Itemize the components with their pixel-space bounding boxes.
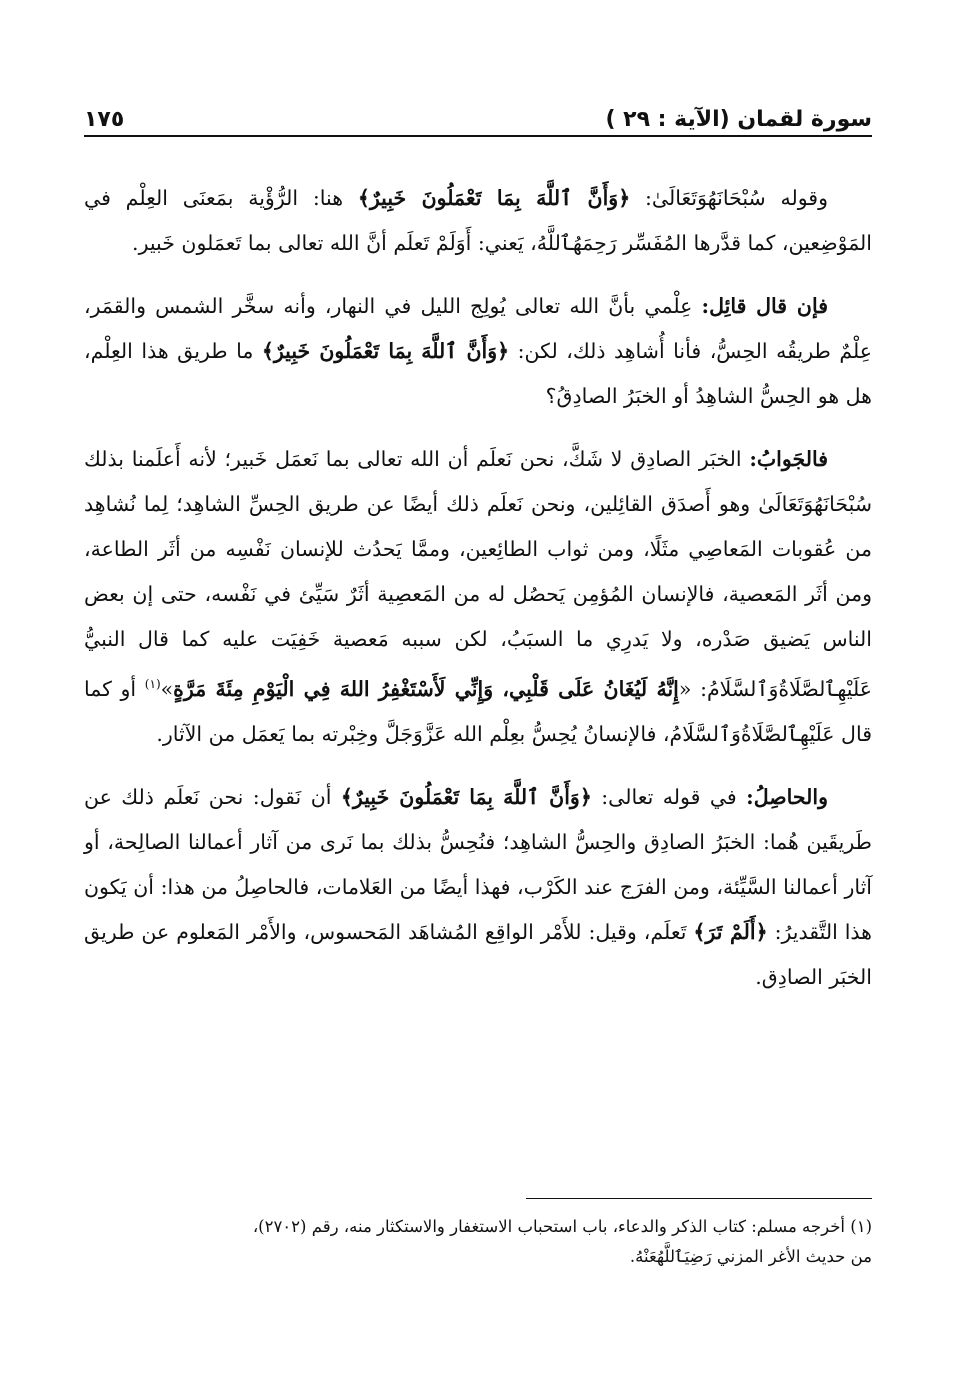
footnote-line: (١) أخرجه مسلم: كتاب الذكر والدعاء، باب استحباب الاستغفار والاستكثار منه، رقم (٢٧٠٢)، xyxy=(252,1217,872,1236)
paragraph-lead: فالجَوابُ: xyxy=(749,447,828,471)
text-segment: وقوله سُبْحَانَهُوَتَعَالَىٰ: xyxy=(630,186,828,210)
text-segment: تَعلَم، وقيل: للأَمْر الواقِع المُشاهَد المَحسوس، والأَمْر المَعلوم عن طريق الخبَر الصادِق. xyxy=(84,919,872,989)
text-segment: هنا: الرُّؤْية بمَعنَى العِلْم في المَوْضِعين، كما قدَّرها المُفَسِّر رَحِمَهُٱللَّهُ، يَعني: أَوَلَمْ تَعلَم أنَّ الله تعالى بما تَعمَلون خَبير. xyxy=(84,186,872,255)
paragraph xyxy=(84,176,872,266)
header-divider xyxy=(84,135,872,137)
quran-verse: ﴿وَأَنَّ ٱللَّهَ بِمَا تَعْمَلُونَ خَبِيرٌ﴾ xyxy=(357,186,631,210)
footnote-reference[interactable]: (١) xyxy=(144,677,161,691)
quran-verse: ﴿أَلَمْ تَرَ﴾ xyxy=(693,919,768,944)
text-segment: في قوله تعالى: xyxy=(591,784,747,809)
surah-title: سورة لقمان (الآية : ٢٩ ) xyxy=(605,107,872,132)
page-body xyxy=(84,176,872,1018)
quran-verse: ﴿وَأَنَّ ٱللَّهَ بِمَا تَعْمَلُونَ خَبِيرٌ﴾ xyxy=(261,339,510,363)
page-header xyxy=(84,92,872,132)
paragraph xyxy=(84,775,872,1000)
page-number: ١٧٥ xyxy=(84,107,125,132)
text-segment: أن نَقول: نحن نَعلَم ذلك عن طَريقَين هُما: الخبَرُ الصادِق والحِسُّ الشاهِد؛ فنُحِسُّ بذلك بما نَرى من آثار أعمالنا الصالِحة، أو آثار أعمالنا السَّيِّئة، ومن الفرَج عند الكَرْب، فهذا أيضًا من العَلامات، فالحاصِلُ من هذا: أن يَكون هذا التَّقديرُ: xyxy=(84,784,872,944)
footnote-divider xyxy=(526,1198,872,1199)
paragraph-lead: والحاصِلُ: xyxy=(746,784,828,809)
footnote xyxy=(84,1212,872,1272)
footnote-line: من حديث الأغر المزني رَضِيَٱللَّهُعَنْهُ. xyxy=(629,1247,872,1266)
quran-verse: ﴿وَأَنَّ ٱللَّهَ بِمَا تَعْمَلُونَ خَبِيرٌ﴾ xyxy=(340,784,592,809)
text-segment: » xyxy=(160,676,174,701)
text-segment: عِلْمي بأنَّ الله تعالى يُولِج الليل في النهار، وأنه سخَّر الشمس والقمَر، عِلْمٌ طريقُه الحِسُّ، فأنا أُشاهِد ذلك، لكن: xyxy=(84,294,872,363)
text-segment: ما طريق هذا العِلْم، هل هو الحِسُّ الشاهِدُ أو الخبَرُ الصادِقُ؟ xyxy=(84,339,872,408)
paragraph xyxy=(84,284,872,419)
hadith-quote: إِنَّهُ لَيُغَانُ عَلَى قَلْبِي، وَإِنِّي لَأَسْتَغْفِرُ اللهَ فِي الْيَوْمِ مِئَةَ مَرَّةٍ xyxy=(173,676,679,701)
text-segment: أو كما قال عَلَيْهِٱلصَّلَاةُوَٱلسَّلَامُ، فالإنسانُ يُحِسُّ بعِلْم الله عَزَّوَجَلَّ وخِبْرته بما يَعمَل من الآثار. xyxy=(84,676,872,746)
text-segment: الخبَر الصادِق لا شَكَّ، نحن نَعلَم أن الله تعالى بما نَعمَل خَبير؛ لأنه أَعلَمنا بذلك سُبْحَانَهُوَتَعَالَىٰ وهو أَصدَق القائِلين، ونحن نَعلَم ذلك أيضًا عن طريق الحِسِّ الشاهِد؛ لِما نُشاهِد من عُقوبات المَعاصِي مثَلًا، ومن ثواب الطائِعين، وممَّا يَحدُث للإنسان نَفْسِه من أثَر الطاعة، ومن أثَر المَعصية، فالإنسان المُؤمِن يَحصُل له من المَعصِية أثَرٌ سَيِّئ في نَفْسه، حتى إن بعض الناس يَضيق صَدْره، ولا يَدرِي ما السبَبُ، لكن سببه مَعصية خَفِيَت عليه كما قال النبيُّ عَلَيْهِٱلصَّلَاةُوَٱلسَّلَامُ: « xyxy=(84,447,873,701)
paragraph xyxy=(84,437,872,757)
paragraph-lead: فإن قال قائِل: xyxy=(701,294,828,318)
